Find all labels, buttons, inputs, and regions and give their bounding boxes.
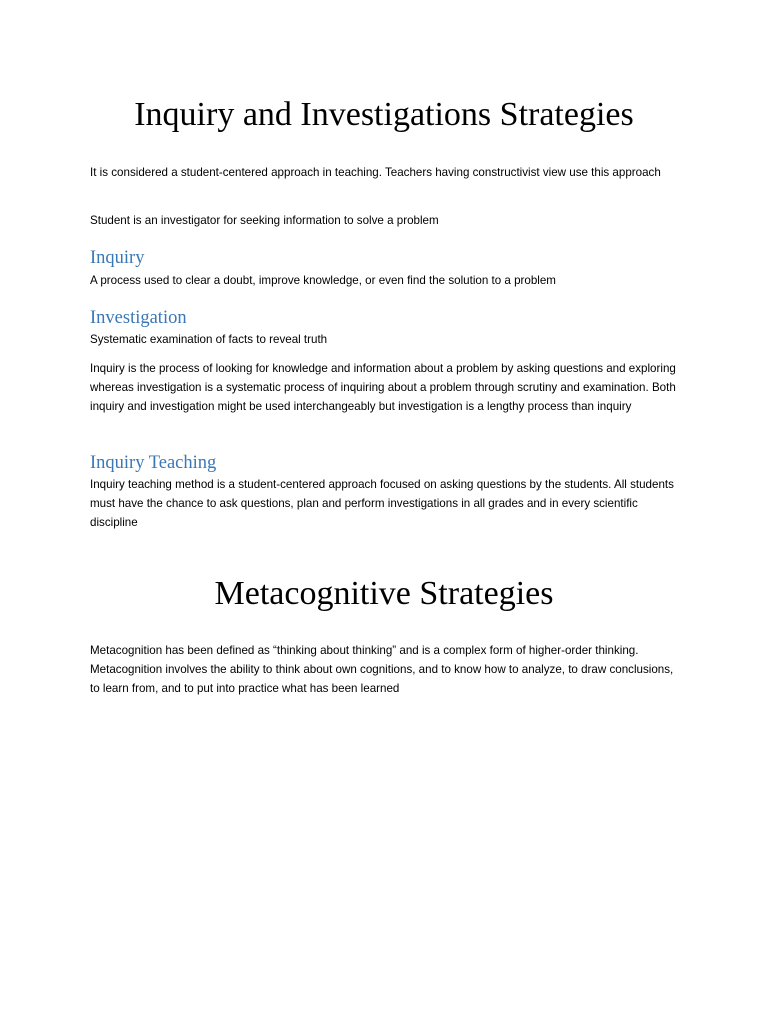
- document-title: Inquiry and Investigations Strategies: [134, 96, 634, 133]
- inquiry-definition-paragraph: A process used to clear a doubt, improve knowledge, or even find the solution to a problem: [90, 274, 556, 287]
- intro-paragraph-student: Student is an investigator for seeking information to solve a problem: [90, 214, 439, 227]
- metacognition-paragraph: Metacognition has been defined as “thinking about thinking” and is a complex form of higher-order thinking. Metacognition involves the ability to think about own cognitions, and to know how to analyze, to draw conclusions, to learn from, and to put into practice what has been learned: [90, 644, 674, 696]
- investigation-definition-paragraph: Systematic examination of facts to reveal truth: [90, 333, 328, 346]
- section-heading-investigation: Investigation: [90, 308, 187, 328]
- inquiry-vs-investigation-paragraph: Inquiry is the process of looking for knowledge and information about a problem by asking questions and exploring whereas investigation is a systematic process of inquiring about a problem through scrutiny and examination. Both inquiry and investigation might be used interchangeably but investigation is a lengthy process than inquiry: [90, 362, 676, 414]
- section-heading-inquiry-teaching: Inquiry Teaching: [90, 453, 217, 473]
- inquiry-teaching-paragraph: Inquiry teaching method is a student-centered approach focused on asking questions by the students. All students must have the chance to ask questions, plan and perform investigations in all grades and in every scientific discipline: [90, 478, 674, 530]
- metacognitive-strategies-title: Metacognitive Strategies: [214, 575, 554, 612]
- section-heading-inquiry: Inquiry: [90, 248, 145, 268]
- intro-paragraph: It is considered a student-centered approach in teaching. Teachers having constructivist view use this approach: [90, 166, 661, 179]
